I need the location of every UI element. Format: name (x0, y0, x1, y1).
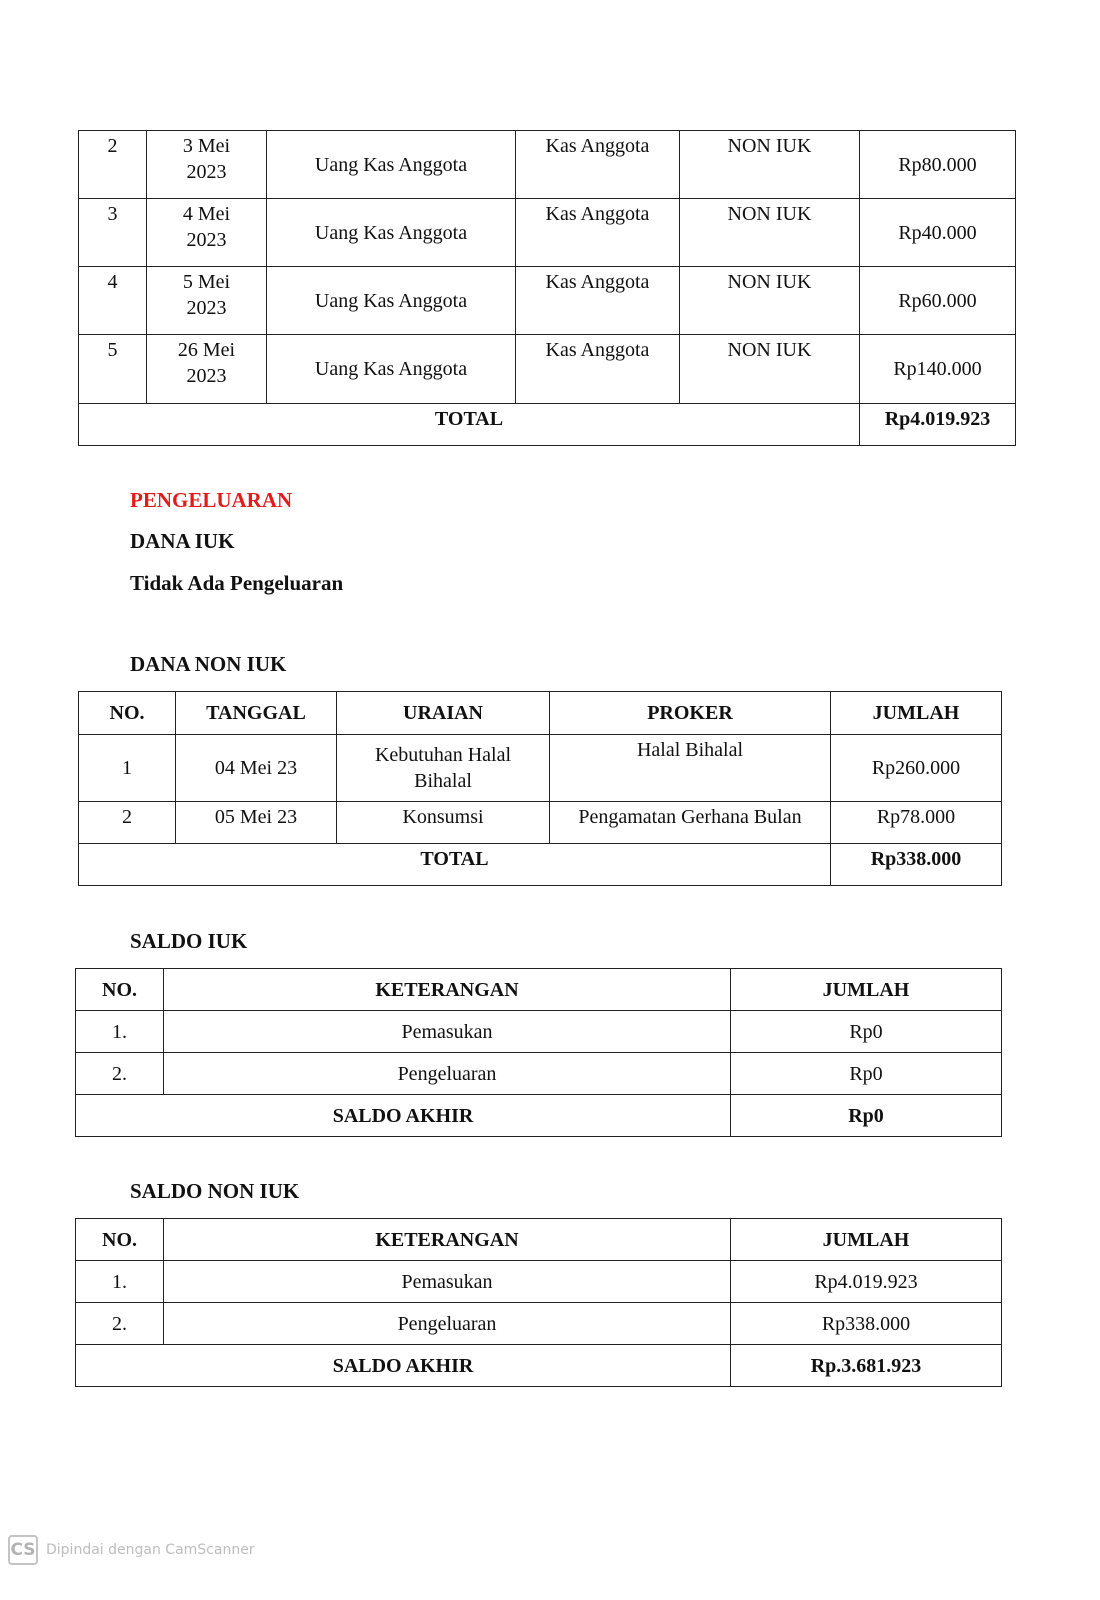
row-source: Kas Anggota (516, 199, 680, 267)
table-row (76, 1303, 1002, 1345)
header-date: TANGGAL (176, 692, 337, 735)
final-balance-value: Rp.3.681.923 (731, 1345, 1002, 1387)
row-program: Pengamatan Gerhana Bulan (550, 802, 831, 844)
total-value: Rp338.000 (831, 844, 1002, 886)
header-amount: JUMLAH (831, 692, 1002, 735)
final-balance-row (76, 1345, 1002, 1387)
table-header-row (76, 969, 1002, 1011)
row-amount: Rp140.000 (860, 335, 1016, 404)
row-amount: Rp0 (731, 1011, 1002, 1053)
row-date: 04 Mei 23 (176, 735, 337, 802)
header-description: URAIAN (337, 692, 550, 735)
row-description: Pengeluaran (164, 1053, 731, 1095)
final-balance-value: Rp0 (731, 1095, 1002, 1137)
total-label: TOTAL (79, 404, 860, 446)
saldo-non-iuk-heading: SALDO NON IUK (130, 1179, 300, 1203)
row-source: Kas Anggota (516, 131, 680, 199)
row-no: 4 (79, 267, 147, 335)
row-description: Uang Kas Anggota (267, 199, 516, 267)
row-amount: Rp78.000 (831, 802, 1002, 844)
table-row (79, 802, 1002, 844)
row-no: 1. (76, 1261, 164, 1303)
total-value: Rp4.019.923 (860, 404, 1016, 446)
header-amount: JUMLAH (731, 1219, 1002, 1261)
expense-table (78, 691, 1002, 886)
row-description: Konsumsi (337, 802, 550, 844)
table-row (76, 1261, 1002, 1303)
row-date: 5 Mei 2023 (147, 267, 267, 335)
dana-iuk-heading: DANA IUK (130, 529, 235, 553)
row-date: 4 Mei 2023 (147, 199, 267, 267)
row-date: 3 Mei 2023 (147, 131, 267, 199)
row-source: Kas Anggota (516, 335, 680, 404)
row-no: 5 (79, 335, 147, 404)
header-amount: JUMLAH (731, 969, 1002, 1011)
dana-non-iuk-heading: DANA NON IUK (130, 652, 287, 676)
income-table (78, 130, 1016, 446)
pengeluaran-heading: PENGELUARAN (130, 488, 293, 512)
table-row (76, 1011, 1002, 1053)
scanner-watermark (8, 1533, 255, 1567)
table-row (79, 267, 1016, 335)
saldo-iuk-table (75, 968, 1002, 1137)
total-label: TOTAL (79, 844, 831, 886)
row-category: NON IUK (680, 335, 860, 404)
table-row (79, 199, 1016, 267)
row-category: NON IUK (680, 131, 860, 199)
row-amount: Rp0 (731, 1053, 1002, 1095)
row-amount: Rp4.019.923 (731, 1261, 1002, 1303)
row-no: 3 (79, 199, 147, 267)
row-amount: Rp260.000 (831, 735, 1002, 802)
row-category: NON IUK (680, 199, 860, 267)
row-amount: Rp60.000 (860, 267, 1016, 335)
row-date: 05 Mei 23 (176, 802, 337, 844)
header-description: KETERANGAN (164, 1219, 731, 1261)
watermark-text: Dipindai dengan CamScanner (46, 1542, 255, 1558)
saldo-non-iuk-table (75, 1218, 1002, 1387)
table-row (79, 735, 1002, 802)
dana-iuk-note: Tidak Ada Pengeluaran (130, 571, 344, 595)
final-balance-row (76, 1095, 1002, 1137)
row-amount: Rp40.000 (860, 199, 1016, 267)
table-row (76, 1053, 1002, 1095)
total-row (79, 404, 1016, 446)
row-description: Pemasukan (164, 1261, 731, 1303)
camscanner-logo-icon: CS (8, 1535, 38, 1565)
saldo-iuk-heading: SALDO IUK (130, 929, 248, 953)
final-balance-label: SALDO AKHIR (76, 1345, 731, 1387)
header-no: NO. (79, 692, 176, 735)
row-amount: Rp80.000 (860, 131, 1016, 199)
final-balance-label: SALDO AKHIR (76, 1095, 731, 1137)
row-source: Kas Anggota (516, 267, 680, 335)
row-no: 1 (79, 735, 176, 802)
table-header-row (76, 1219, 1002, 1261)
total-row (79, 844, 1002, 886)
header-no: NO. (76, 969, 164, 1011)
row-description: Kebutuhan Halal Bihalal (337, 735, 550, 802)
header-program: PROKER (550, 692, 831, 735)
row-description: Uang Kas Anggota (267, 131, 516, 199)
row-no: 2. (76, 1053, 164, 1095)
row-description: Uang Kas Anggota (267, 267, 516, 335)
row-amount: Rp338.000 (731, 1303, 1002, 1345)
row-description: Pemasukan (164, 1011, 731, 1053)
row-no: 2 (79, 802, 176, 844)
header-description: KETERANGAN (164, 969, 731, 1011)
table-row (79, 131, 1016, 199)
table-row (79, 335, 1016, 404)
row-no: 1. (76, 1011, 164, 1053)
row-description: Pengeluaran (164, 1303, 731, 1345)
row-no: 2. (76, 1303, 164, 1345)
header-no: NO. (76, 1219, 164, 1261)
row-no: 2 (79, 131, 147, 199)
row-date: 26 Mei 2023 (147, 335, 267, 404)
row-category: NON IUK (680, 267, 860, 335)
row-description: Uang Kas Anggota (267, 335, 516, 404)
row-program: Halal Bihalal (550, 735, 831, 802)
table-header-row (79, 692, 1002, 735)
